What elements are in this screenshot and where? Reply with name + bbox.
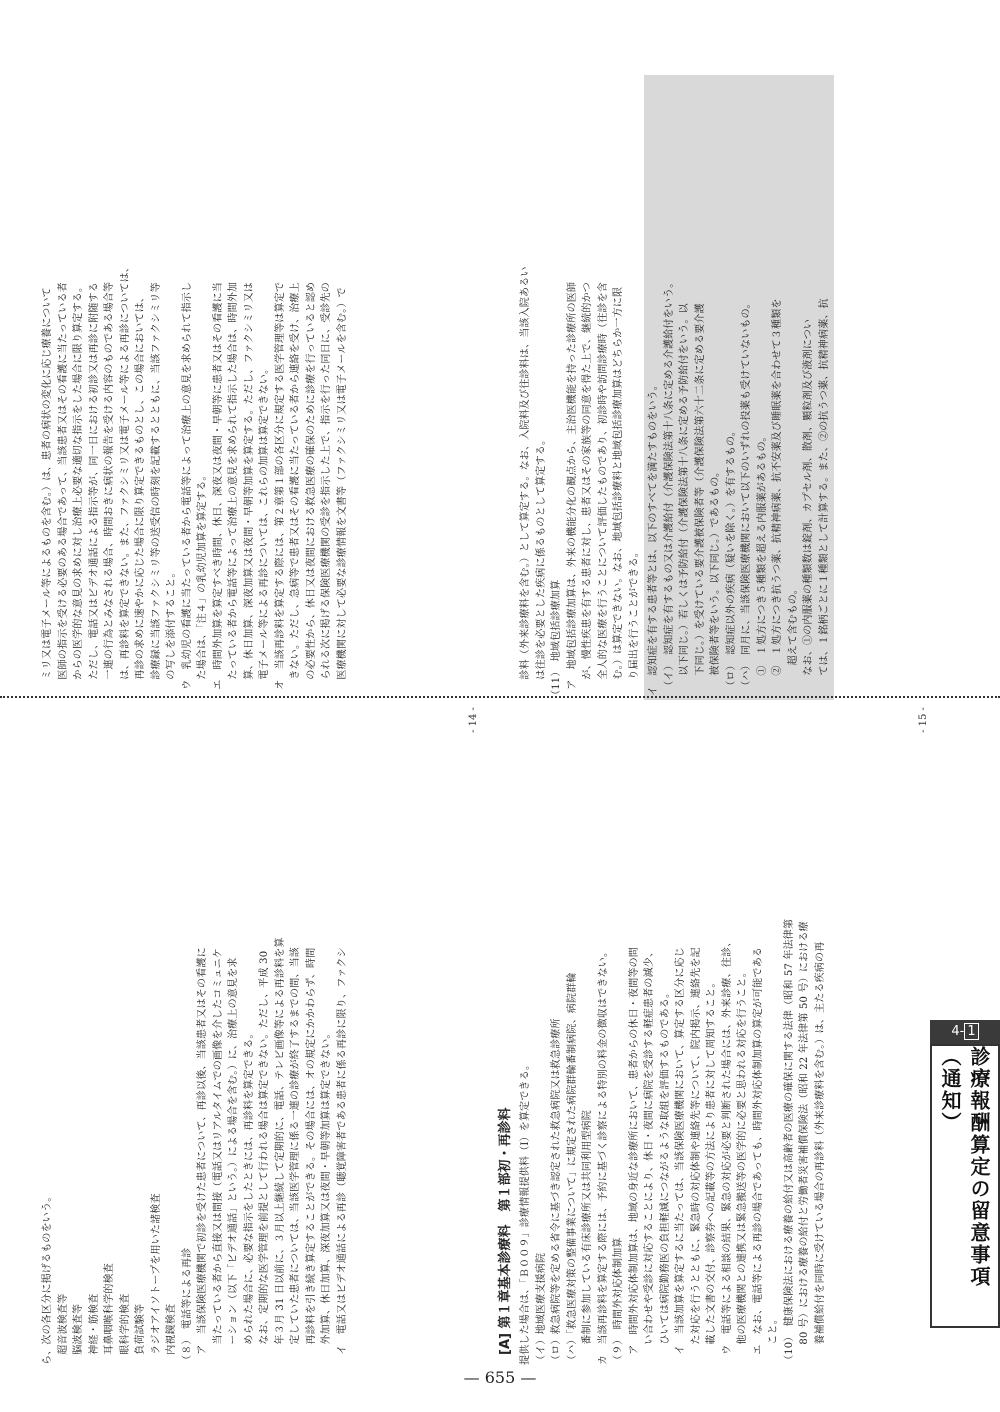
text-line: ア 地域包括診療加算は、外来の機能分化の観点から、主治医機能を持った診療所の医師 <box>566 281 578 700</box>
text-line: は往診を必要とした疾病に係るものとして算定する。 <box>535 434 547 700</box>
page-divider <box>0 696 1000 698</box>
text-line: 診療録に当該ファクシミリ等の送受信の時刻を記載するとともに、当該ファクシミリ等 <box>150 282 162 700</box>
text-line: ら、次の各区分に掲げるものをいう。 <box>42 1191 53 1365</box>
text-line: む。）は算定できない。なお、地域包括診療料と地域包括診療加算はどちらか一方に限 <box>613 286 624 700</box>
text-line: 超えて含むもの。 <box>787 584 799 696</box>
page-14 <box>40 55 490 1385</box>
text-line: カ 当該再診料を算定する際には、予約に基づく診察による特別の料金の徴収はできない。 <box>597 946 609 1365</box>
text-line: 再診の求めに速やかに応じた場合に限り算定できるものとし、この場合においては、 <box>135 292 146 700</box>
text-line: 再診料を引き続き算定することができる。その場合には、オの規定にかかわらず、時間 <box>305 947 317 1365</box>
text-line: （イ）地域医療支援病院 <box>535 1252 547 1365</box>
text-line: た場合は、「注４」の乳幼児加算を算定する。 <box>197 470 208 700</box>
text-line: ア 当該保険医療機関で初診を受けた患者について、再診以後、当該患者又はその看護に <box>197 947 208 1365</box>
text-line: ① １処方につき５種類を超える内服薬があるもの。 <box>756 431 768 696</box>
text-line: ラジオアイソトープを用いた諸検査 <box>150 1193 162 1365</box>
text-line: められた場合に、必要な指示をしたときには、再診料を算定できる。 <box>243 1028 255 1365</box>
text-line: エ なお、電話等による再診の場合であっても、時間外対応体制加算の算定が可能である <box>752 946 764 1365</box>
text-line: 80 号）における療養の給付と労働者災害補償保険法（昭和 22 年法律第 50 号）における療 <box>799 921 810 1365</box>
text-line: （ロ） 認知症以外の疾病（疑いを除く。）を有するもの。 <box>725 426 737 696</box>
text-line: こと。 <box>768 1314 779 1365</box>
text-line: イ 認知症を有する患者等とは、以下のすべてを満たすものをいう。 <box>648 380 659 696</box>
side-tab-title: 診療報酬算定の留意事項（通知） <box>938 1046 991 1288</box>
section-badge-number: 1 <box>964 1023 978 1040</box>
text-line: 被保険者等をいう。以下同じ。）であるもの。 <box>710 466 721 696</box>
side-tab <box>930 1044 1000 1328</box>
text-line: ウ 電話等による相談の結果、緊急の対応が必要と判断された場合には、外来診療、往診、 <box>721 936 733 1365</box>
text-line: 年３月 31 日以前に、３月以上継続して定期的に、電話、テレビ画像等による再診料を算 <box>274 937 286 1365</box>
page-14-column <box>40 75 460 1365</box>
text-line: （10） 健康保険法における療養の給付又は高齢者の医療の確保に関する法律（昭和 57 年法律第 <box>783 918 795 1365</box>
text-line: （ロ）救急病院等を定める省令に基づき認定された救急病院又は救急診療所 <box>551 1018 562 1365</box>
text-line: （11） 地域包括診療加算 <box>551 579 562 700</box>
text-line: オ 当該再診料を算定する際には、第２章第１部の各区分に規定する医学管理等は算定で <box>274 281 286 700</box>
text-line: ただし、電話又はビデオ通話による指示等が、同一日における初診又は再診に附随する <box>88 282 100 700</box>
text-line: 下同じ。）を受けている要介護被保険者等（介護保険法第六十二条に定める要介護 <box>694 303 706 696</box>
text-line: たっている者から電話等によって治療上の意見を求められて指示した場合は、時間外加 <box>228 281 239 700</box>
text-line: イ 電話又はビデオ通話による再診（聴覚障害者である患者に係る再診に限り、ファクシ <box>336 947 348 1365</box>
section-badge-prefix: 4- <box>951 1024 965 1039</box>
text-line: られる次に掲げる保険医療機関の受診を指示した上で、指示を行った同日に、受診先の <box>321 282 332 700</box>
text-line: 養補償給付を同時に受けている場合の再診料（外来診療料を含む。）は、主たる疾病の再 <box>814 941 826 1365</box>
text-line: （イ） 認知症を有するもの又は介護給付（介護保険法第十八条に定める介護給付をいう。 <box>663 277 675 696</box>
text-line: ひいては病院勤務医の負担軽減につながるような取組を評価するものである。 <box>659 987 671 1365</box>
text-line: ア 時間外対応体制加算は、地域の身近な診療所において、患者からの休日・夜間等の問 <box>628 947 640 1365</box>
text-line: 超音波検査等 <box>57 1293 69 1365</box>
text-line: 内視鏡検査 <box>166 1303 177 1365</box>
text-line: 定していた患者については、当該医学管理に係る一連の診療が終了するまでの間、当該 <box>290 947 301 1365</box>
text-line: 番制に参加している有床診療所又は共同利用型病院 <box>582 1110 593 1365</box>
text-line: （ハ）「救急医療対策の整備事業について」に規定された病院群輪番制病院、病院群輪 <box>566 972 578 1365</box>
text-line: が、慢性疾患を有する患者に対し、患者又はその家族等の同意を得た上で、継続的かつ <box>582 282 593 700</box>
text-line: 医療機関に対して必要な診療情報を文書等（ファクシミリ又は電子メールを含む。）で <box>336 287 348 700</box>
text-line: （９） 時間外対応体制加算 <box>613 1237 624 1365</box>
text-line: ミリ又は電子メール等によるものを含む。）は、患者の病状の変化に応じ療養について <box>42 287 53 700</box>
text-line: 神経・筋検査 <box>88 1293 100 1365</box>
page-number-15: - 15 - <box>918 707 929 733</box>
text-line: ウ 乳幼児の看護に当たっている者から電話等によって治療上の意見を求められて指示し <box>181 281 193 700</box>
text-line: 全人的な医療を行うことについて評価したものであり、初診時や訪問診療時（往診を含 <box>597 282 609 700</box>
text-line: の必要性から、休日又は夜間における救急医療の確保のために診療を行っていると認め <box>305 281 317 700</box>
text-line: 他の医療機関との連携又は緊急搬送等の医学的に必要と思われる対応を行うこと。 <box>737 967 748 1365</box>
text-line: 電子メール等による再診については、これらの加算は算定できない。 <box>259 363 270 700</box>
text-line: 一連の行為とみなされる場合、時間おきに病状の報告を受ける内容のものである場合等 <box>104 281 115 700</box>
text-line: 耳鼻咽喉科学的検査 <box>104 1263 115 1365</box>
text-line: 提供した場合は、「Ｂ００９」診療情報提供料（Ⅰ）を算定できる。 <box>520 1059 531 1365</box>
text-line: イ 当該加算を算定するに当たっては、当該保険医療機関において、算定する区分に応じ <box>675 947 686 1365</box>
text-line: からの医学的な意見の求めに対し治療上必要な適切な指示をした場合に限り算定する。 <box>73 281 84 700</box>
text-line: た対応を行うとともに、緊急時の対応体制や連絡先等について、院内掲示、連絡先を記 <box>690 947 702 1365</box>
text-line: 医師の指示を受ける必要のある場合であって、当該患者又はその看護に当たっている者 <box>57 282 69 700</box>
text-line: ーション（以下「ビデオ通話」という。）による場合を含む。）に、治療上の意見を求 <box>228 957 239 1365</box>
text-line: の写しを添付すること。 <box>166 567 177 700</box>
text-line: 眼科学的検査 <box>119 1293 131 1365</box>
page-number-14: - 14 - <box>468 707 479 733</box>
text-line: 当たっている者から直接又は間接（電話又はリアルタイムでの画像を介したコミュニケ <box>212 948 224 1365</box>
text-line: （ハ） 同月に、当該保険医療機関において以下のいずれの投薬も受けていないもの。 <box>741 298 752 696</box>
section-badge <box>930 1020 1000 1044</box>
text-line: ② １処方につき抗うつ薬、抗精神病薬、抗不安薬及び睡眠薬を合わせて３種類を <box>772 298 783 696</box>
text-line: 脳波検査等 <box>73 1303 84 1365</box>
text-line: ては、１銘柄ごとに１種類として計算する。また、②の抗うつ薬、抗精神病薬、抗 <box>818 298 830 696</box>
text-line: り届出を行うことができる。 <box>628 547 640 700</box>
text-line: なお、定期的な医学管理を前提として行われる場合は算定できない。ただし、平成 30 <box>259 950 270 1365</box>
bottom-page-number: — 655 — <box>463 1368 537 1387</box>
text-line: （８） 電話等による再診 <box>181 1247 193 1365</box>
text-line: い合わせや受診に対応することにより、休日・夜間に病院を受診する軽症患者の減少、 <box>644 946 655 1365</box>
highlight-box <box>644 75 834 700</box>
text-line: は、再診料を算定できない。また、ファクシミリ又は電子メール等による再診については、 <box>119 262 131 700</box>
chapter-heading: [A] 第１章基本診療料 第１部初・再診料 <box>498 1107 513 1355</box>
text-line: 外加算、休日加算、深夜加算又は夜間・早朝等加算は算定できない。 <box>321 1028 332 1365</box>
text-line: 載した文書の交付、診察券への記載等の方法により患者に対して周知すること。 <box>706 977 717 1365</box>
rotated-spread <box>40 55 940 1385</box>
text-line: 以下同じ。）若しくは予防給付（介護保険法第十八条に定める予防給付をいう。以 <box>679 303 690 696</box>
text-line: 負荷試験等 <box>135 1303 146 1365</box>
text-line: 診料（外来診療料を含む。）として算定する。なお、入院料及び往診料は、当該入院あるい <box>520 266 531 700</box>
text-line: エ 時間外加算を算定すべき時間、休日、深夜又は夜間・早朝等に患者又はその看護に当 <box>212 282 224 700</box>
page-15 <box>490 55 940 1385</box>
text-line: きない。ただし、急病等で患者又はその看護に当たっている者から連絡を受け、治療上 <box>290 282 301 700</box>
page-15-column <box>518 75 938 1365</box>
text-line: なお、①の内服薬の種類数は錠剤、カプセル剤、散剤、顆粒剤及び液剤につい <box>803 318 814 696</box>
text-line: 算、休日加算、深夜加算又は夜間・早朝等加算を算定する。ただし、ファクシミリ又は <box>243 282 255 700</box>
